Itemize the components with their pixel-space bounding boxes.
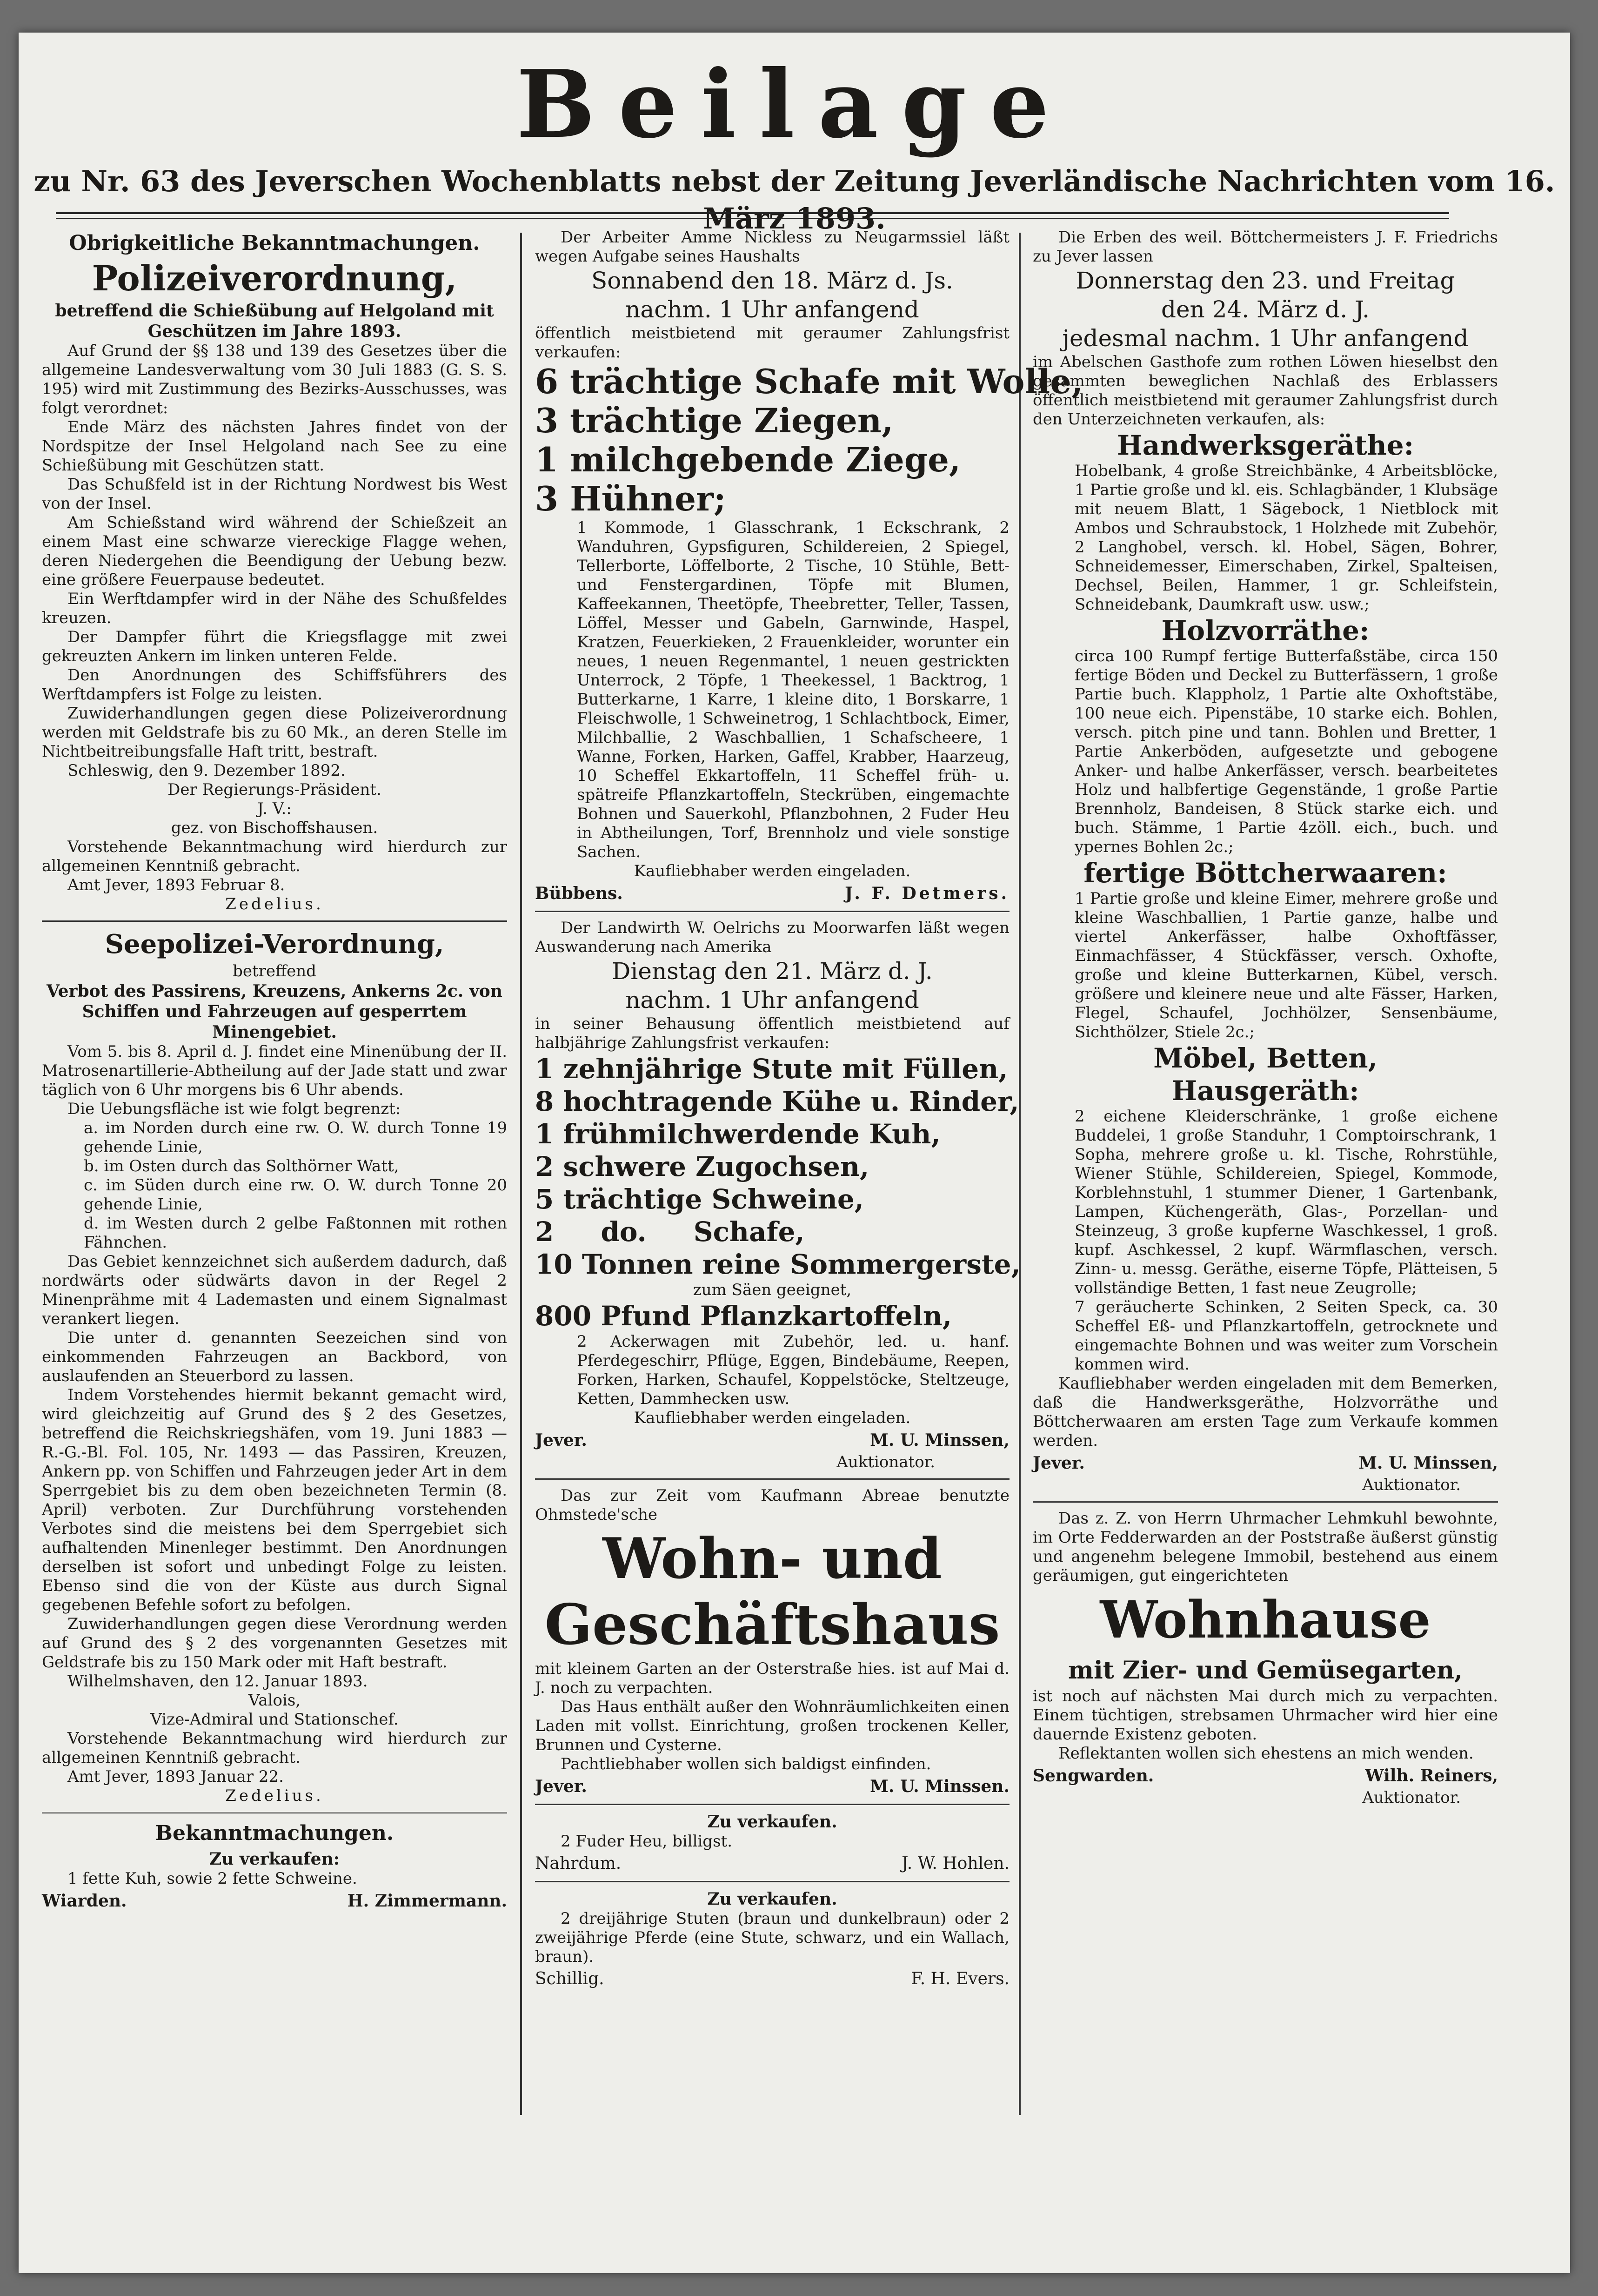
ad-terms: in seiner Behausung öffentlich meistbietend auf halbjährige Zahlungsfrist verkaufen: [535,1014,1010,1052]
ad-date: Sonnabend den 18. März d. Js. [591,267,953,294]
ad-intro: Die Erben des weil. Böttchermeisters J. F. Friedrichs zu Jever lassen [1033,228,1498,266]
ad-text: 1 fette Kuh, sowie 2 fette Schweine. [67,1869,357,1888]
goods-line: 10 Tonnen reine Sommergerste, [535,1249,1021,1280]
ad-name: M. U. Minssen, [870,1430,1010,1450]
ad-intro: Das zur Zeit vom Kaufmann Abreae benutzte Ohmstede'sche [535,1486,1010,1524]
paragraph: Indem Vorstehendes hiermit bekannt gemacht wird, wird gleichzeitig auf Grund des § 2 des Gesetzes, betreffend die Reichskriegshäfen, vom 19. Juni 1883 — R.-G.-Bl. Fol. 105, Nr. 1493 — das Passiren, Kreuzen, Ankern pp. von Schiffen und Fahrzeugen jeder Art in dem Sperrgebiet bis zu dem oben bezeichneten Termin (8. April) verboten. Zur Durchführung vorstehenden Verbotes sind die meistens bei dem Sperrgebiet sich aufhaltenden Minenleger bestimmt. Den Anordnungen derselben ist sofort und unbedingt Folge zu leisten. Ebenso sind die von der Küste aus durch Signal gegebenen Befehle sofort zu befolgen. [42,1386,507,1614]
police-ordinance-title: Polizeiverordnung, [92,259,457,299]
ad-intro: Das z. Z. von Herrn Uhrmacher Lehmkuhl bewohnte, im Orte Fedderwarden an der Poststraße äußerst günstig und angenehm belegene Immobil, bestehend aus einem geräumigen, gut eingerichteten [1033,1509,1498,1585]
ad-date: Dienstag den 21. März d. J. [612,958,933,985]
ad-date: den 24. März d. J. [1161,296,1370,323]
ad-signature [42,1890,507,1912]
official-name: Zedelius. [225,1786,324,1805]
goods-line: 1 frühmilchwerdende Kuh, [535,1118,941,1150]
ad-closing: Kaufliebhaber werden eingeladen mit dem Bemerken, daß die Handwerksgeräthe, Holzvorräthe und Böttcherwaaren am ersten Tage zum Verkaufe kommen werden. [1033,1374,1498,1450]
ad-closing: Kaufliebhaber werden eingeladen. [634,862,911,880]
list-item: b. im Osten durch das Solthörner Watt, [84,1157,399,1175]
rank: Vize-Admiral und Stationschef. [150,1710,399,1729]
sea-police-subtitle: Verbot des Passirens, Kreuzens, Ankerns 2c. von Schiffen und Fahrzeugen auf gesperrtem Minengebiet. [47,981,502,1042]
ad-signature [535,1776,1010,1797]
signature: gez. von Bischoffshausen. [171,819,378,837]
ad-name: J. W. Hohlen. [902,1854,1010,1873]
for-sale-heading: Zu verkaufen. [707,1812,837,1832]
masthead-rule [56,212,1449,214]
ad-place: Nahrdum. [535,1854,622,1873]
category-heading: Holzvorräthe: [1161,615,1370,646]
category-heading: Möbel, Betten, [1153,1042,1377,1074]
ad-place: Jever. [1033,1453,1085,1473]
masthead-subtitle: zu Nr. 63 des Jeverschen Wochenblatts nebst der Zeitung Jeverländische Nachrichten vom 16. März 1893. [33,164,1555,235]
column-divider-2 [1019,233,1021,2115]
ad-intro: Der Arbeiter Amme Nickless zu Neugarmssiel läßt wegen Aufgabe seines Haushalts [535,228,1010,266]
house-title: Wohnhause [1100,1590,1431,1650]
betreffend: betreffend [233,962,316,980]
section-heading-official: Obrigkeitliche Bekanntmachungen. [69,231,480,255]
amt-date: Amt Jever, 1893 Januar 22. [67,1767,284,1786]
ad-role: Auktionator. [836,1453,935,1471]
ad-time: jedesmal nachm. 1 Uhr anfangend [1062,325,1469,352]
place-date: Schleswig, den 9. Dezember 1892. [67,761,346,780]
goods-line: 2 schwere Zugochsen, [535,1151,869,1182]
category-heading: Hausgeräth: [1171,1075,1359,1107]
divider [42,1812,507,1813]
goods-line: 6 trächtige Schafe mit Wolle, [535,362,1083,401]
ad-signature [535,1430,1010,1451]
goods-note: zum Säen geeignet, [693,1281,852,1299]
house-title-1: Wohn- und [602,1526,942,1591]
goods-list: 2 eichene Kleiderschränke, 1 große eichene Buddelei, 1 große Standuhr, 1 Comptoirschrank, 1 Sopha, mehrere große u. kl. Tische, Rohrstühle, Wiener Stühle, Schildereien, Spiegel, Kommode, Korblehnstuhl, 1 stummer Diener, 1 Gartenbank, Lampen, Küchengeräth, Glas-, Porzellan- und Steinzeug, 3 große kupferne Waschkessel, 1 groß. kupf. Aschkessel, 2 kupf. Wärmflaschen, versch. Zinn- u. messg. Geräthe, eiserne Töpfe, Plätteisen, 5 vollständige Betten, 1 fast neue Zeugrolle; [1075,1107,1498,1297]
ad-name: H. Zimmermann. [347,1891,507,1911]
for-sale-heading: Zu verkaufen: [209,1849,340,1869]
paragraph: Den Anordnungen des Schiffsführers des Werftdampfers ist Folge zu leisten. [42,666,507,704]
ad-place: Sengwarden. [1033,1766,1154,1786]
paragraph: Am Schießstand wird während der Schießzeit an einem Mast eine schwarze viereckige Flagge wehen, deren Niedergehen die Beendigung der Uebung bezw. eine größere Feuerpause bedeutet. [42,513,507,589]
ad-text: Das Haus enthält außer den Wohnräumlichkeiten einen Laden mit vollst. Einrichtung, großen trockenen Keller, Brunnen und Cysterne. [535,1698,1010,1754]
divider [535,1804,1010,1805]
column-2 [535,228,1083,2120]
ad-text: mit kleinem Garten an der Osterstraße hies. ist auf Mai d. J. noch zu verpachten. [535,1659,1010,1697]
house-title-2: Geschäftshaus [544,1592,1000,1658]
paragraph: Ein Werftdampfer wird in der Nähe des Schußfeldes kreuzen. [42,590,507,627]
ad-signature [535,883,1010,904]
goods-line: 800 Pfund Pflanzkartoffeln, [535,1300,952,1332]
masthead-rule-thin [56,218,1449,219]
ad-name: M. U. Minssen. [870,1777,1010,1796]
police-ordinance-subtitle: betreffend die Schießübung auf Helgoland mit Geschützen im Jahre 1893. [55,301,494,341]
paragraph: Das Schußfeld ist in der Richtung Nordwest bis West von der Insel. [42,475,507,513]
goods-list: 2 Ackerwagen mit Zubehör, led. u. hanf. Pferdegeschirr, Pflüge, Eggen, Bindebäume, Reepen, Forken, Harken, Schaufel, Koppelstöcke, Steltzeuge, Ketten, Dammhecken usw. [577,1332,1010,1408]
ad-signature [1033,1452,1498,1474]
ad-text: Reflektanten wollen sich ehestens an mich wenden. [1058,1744,1474,1763]
goods-line: 2 do. Schafe, [535,1216,805,1248]
ad-role: Auktionator. [1362,1476,1461,1494]
list-item: c. im Süden durch eine rw. O. W. durch Tonne 20 gehende Linie, [84,1176,507,1214]
signer: Valois, [248,1691,301,1710]
divider [42,920,507,922]
goods-list: 7 geräucherte Schinken, 2 Seiten Speck, ca. 30 Scheffel Eß- und Pflanzkartoffeln, getrocknete und eingemachte Bohnen und was weiter zum Vorschein kommen wird. [1075,1298,1498,1374]
notice: Vorstehende Bekanntmachung wird hierdurch zur allgemeinen Kenntniß gebracht. [42,1729,507,1767]
paragraph: Die Uebungsfläche ist wie folgt begrenzt: [67,1100,401,1118]
ad-name: M. U. Minssen, [1358,1453,1498,1473]
ad-closing: Kaufliebhaber werden eingeladen. [634,1409,911,1427]
goods-line: 8 hochtragende Kühe u. Rinder, [535,1086,1019,1117]
ad-terms: öffentlich meistbietend mit geraumer Zahlungsfrist verkaufen: [535,324,1010,362]
newspaper-page [19,33,1570,2273]
ad-signature [535,1853,1010,1874]
place-date: Wilhelmshaven, den 12. Januar 1893. [67,1672,368,1691]
divider [535,1478,1010,1480]
ad-name: J. F. Detmers. [845,884,1010,903]
goods-list: Hobelbank, 4 große Streichbänke, 4 Arbeitsblöcke, 1 Partie große und kl. eis. Schlagbänder, 1 Klubsäge mit neuem Blatt, 1 Sägebock, 1 Nietblock mit Ambos und Schraubstock, 1 Holzhede mit Zubehör, 2 Langhobel, versch. kl. Hobel, Sägen, Bohrer, Schneidemesser, Eimerschaben, Zirkel, Spalteisen, Dechsel, Beilen, Hammer, 1 gr. Schleifstein, Schneidebank, Daumkraft usw. usw.; [1075,462,1498,614]
masthead-title: Beilage [516,50,1072,159]
ad-role: Auktionator. [1362,1788,1461,1807]
ad-text: ist noch auf nächsten Mai durch mich zu verpachten. Einem tüchtigen, strebsamen Uhrmacher wird hier eine dauernde Existenz geboten. [1033,1687,1498,1744]
column-1 [42,228,507,2120]
ad-signature [1033,1765,1498,1786]
official-name: Zedelius. [225,895,324,913]
paragraph: Die unter d. genannten Seezeichen sind von einkommenden Fahrzeugen an Backbord, von auslaufenden an Steuerbord zu lassen. [42,1329,507,1385]
divider [535,911,1010,912]
ad-date: Donnerstag den 23. und Freitag [1076,267,1455,294]
paragraph: Zuwiderhandlungen gegen diese Verordnung werden auf Grund des § 2 des vorgenannten Gesetzes mit Geldstrafe bis zu 150 Mark oder mit Haft bestraft. [42,1615,507,1672]
column-divider-1 [520,233,522,2115]
ad-text: 2 Fuder Heu, billigst. [561,1832,733,1851]
goods-list: 1 Partie große und kleine Eimer, mehrere große und kleine Waschballien, 1 Partie ganze, halbe und viertel Ankerfässer, halbe Oxhoftfässer, Einmachfässer, 4 Stückfässer, versch. Oxhofte, große und kleine Butterkarnen, Kübel, versch. größere und kleinere neue und alte Fässer, Harken, Flegel, Schaufel, Jochhölzer, Sensenbäume, Sichthölzer, Stiele 2c.; [1075,889,1498,1041]
paragraph: Das Gebiet kennzeichnet sich außerdem dadurch, daß nordwärts oder südwärts davon in der Regel 2 Minenprähme mit 4 Lademasten und einem Signalmast verankert liegen. [42,1252,507,1328]
ad-name: F. H. Evers. [911,1969,1010,1988]
paragraph: Vom 5. bis 8. April d. J. findet eine Minenübung der II. Matrosenartillerie-Abtheilung auf der Jade statt und zwar täglich von 6 Uhr morgens bis 6 Uhr abends. [42,1042,507,1099]
list-item: d. im Westen durch 2 gelbe Faßtonnen mit rothen Fähnchen. [84,1214,507,1252]
goods-line: 3 trächtige Ziegen, [535,401,894,440]
ad-time: nachm. 1 Uhr anfangend [625,987,919,1014]
sea-police-title: Seepolizei-Verordnung, [105,929,444,960]
ad-intro: Der Landwirth W. Oelrichs zu Moorwarfen läßt wegen Auswanderung nach Amerika [535,919,1010,956]
goods-line: 1 zehnjährige Stute mit Füllen, [535,1053,1008,1085]
ad-place: Bübbens. [535,884,623,903]
paragraph: Der Dampfer führt die Kriegsflagge mit zwei gekreuzten Ankern im linken unteren Felde. [42,628,507,665]
divider [535,1881,1010,1882]
ad-place: Schillig. [535,1969,604,1988]
goods-line: 1 milchgebende Ziege, [535,440,961,479]
ad-place: Jever. [535,1430,587,1450]
ad-text: Pachtliebhaber wollen sich baldigst einfinden. [561,1755,931,1773]
amt-date: Amt Jever, 1893 Februar 8. [67,876,285,894]
paragraph: Auf Grund der §§ 138 und 139 des Gesetzes über die allgemeine Landesverwaltung vom 30 Juli 1883 (G. S. S. 195) wird mit Zustimmung des Bezirks-Ausschusses, was folgt verordnet: [42,342,507,417]
announcements-heading: Bekanntmachungen. [155,1821,394,1845]
ad-text: 2 dreijährige Stuten (braun und dunkelbraun) oder 2 zweijährige Pferde (eine Stute, schwarz, und ein Wallach, braun). [535,1909,1010,1966]
ad-place: Wiarden. [42,1891,127,1911]
goods-line: 5 trächtige Schweine, [535,1183,864,1215]
masthead [19,51,1570,237]
paragraph: Ende März des nächsten Jahres findet von der Nordspitze der Insel Helgoland nach See zu eine Schießübung mit Geschützen statt. [42,418,507,475]
list-item: a. im Norden durch eine rw. O. W. durch Tonne 19 gehende Linie, [84,1119,507,1156]
ad-signature [535,1968,1010,1990]
goods-line: 3 Hühner; [535,479,726,518]
paragraph: Zuwiderhandlungen gegen diese Polizeiverordnung werden mit Geldstrafe bis zu 60 Mk., an deren Stelle im Nichtbeitreibungsfalle Haft tritt, bestraft. [42,704,507,761]
divider [1033,1501,1498,1503]
iv: J. V.: [257,799,292,818]
goods-list: 1 Kommode, 1 Glasschrank, 1 Eckschrank, 2 Wanduhren, Gypsfiguren, Schildereien, 2 Spiegel, Tellerborte, Löffelborte, 2 Tische, 10 Stühle, Bett- und Fenstergardinen, Töpfe mit Blumen, Kaffeekannen, Theetöpfe, Theebretter, Teller, Tassen, Löffel, Messer und Gabeln, Garnwinde, Haspel, Kratzen, Feuerkieken, 2 Frauenkleider, worunter ein neues, 1 neuen Regenmantel, 1 neuen gestrickten Unterrock, 2 Töpfe, 1 Theekessel, 1 Backtrog, 1 Butterkarne, 1 Karre, 1 kleine dito, 1 Borskarre, 1 Fleischwolle, 1 Schweinetrog, 1 Schlachtbock, Eimer, Milchballie, 2 Waschballien, 1 Schafscheere, 1 Wanne, Forken, Harken, Gaffel, Krabber, Haarzeug, 10 Scheffel Ekkartoffeln, 11 Scheffel früh- u. spätreife Pflanzkartoffeln, Steckrüben, eingemachte Bohnen und Sauerkohl, Pflanzbohnen, 2 Fuder Heu in Abtheilungen, Torf, Brennholz und viele sonstige Sachen. [577,518,1010,861]
ad-time: nachm. 1 Uhr anfangend [625,296,919,323]
ad-terms: im Abelschen Gasthofe zum rothen Löwen hieselbst den gesammten beweglichen Nachlaß des Erblassers öffentlich meistbietend mit geraumer Zahlungsfrist durch den Unterzeichneten verkaufen, als: [1033,353,1498,429]
for-sale-heading: Zu verkaufen. [707,1889,837,1909]
office: Der Regierungs-Präsident. [167,780,381,799]
notice: Vorstehende Bekanntmachung wird hierdurch zur allgemeinen Kenntniß gebracht. [42,838,507,875]
house-subtitle: mit Zier- und Gemüsegarten, [1068,1656,1463,1685]
column-3 [1033,228,1498,2120]
goods-list: circa 100 Rumpf fertige Butterfaßstäbe, circa 150 fertige Böden und Deckel zu Butterfässern, 1 große Partie buch. Klappholz, 1 Partie alte Oxhoftstäbe, 100 neue eich. Pipenstäbe, 10 starke eich. Bohlen, versch. pitch pine und tann. Bohlen und Bretter, 1 Partie Ankerböden, aufgesetzte und gebogene Anker- und halbe Ankerfässer, versch. bearbeitetes Holz und halbfertige Gegenstände, 1 große Partie Brennholz, Bandeisen, 8 Stück starke eich. und buch. Stämme, 1 Partie 4zöll. eich., buch. und ypernes Bohlen 2c.; [1075,647,1498,856]
category-heading: Handwerksgeräthe: [1117,430,1414,461]
category-heading: fertige Böttcherwaaren: [1083,857,1447,889]
ad-name: Wilh. Reiners, [1365,1766,1498,1786]
ad-place: Jever. [535,1777,587,1796]
